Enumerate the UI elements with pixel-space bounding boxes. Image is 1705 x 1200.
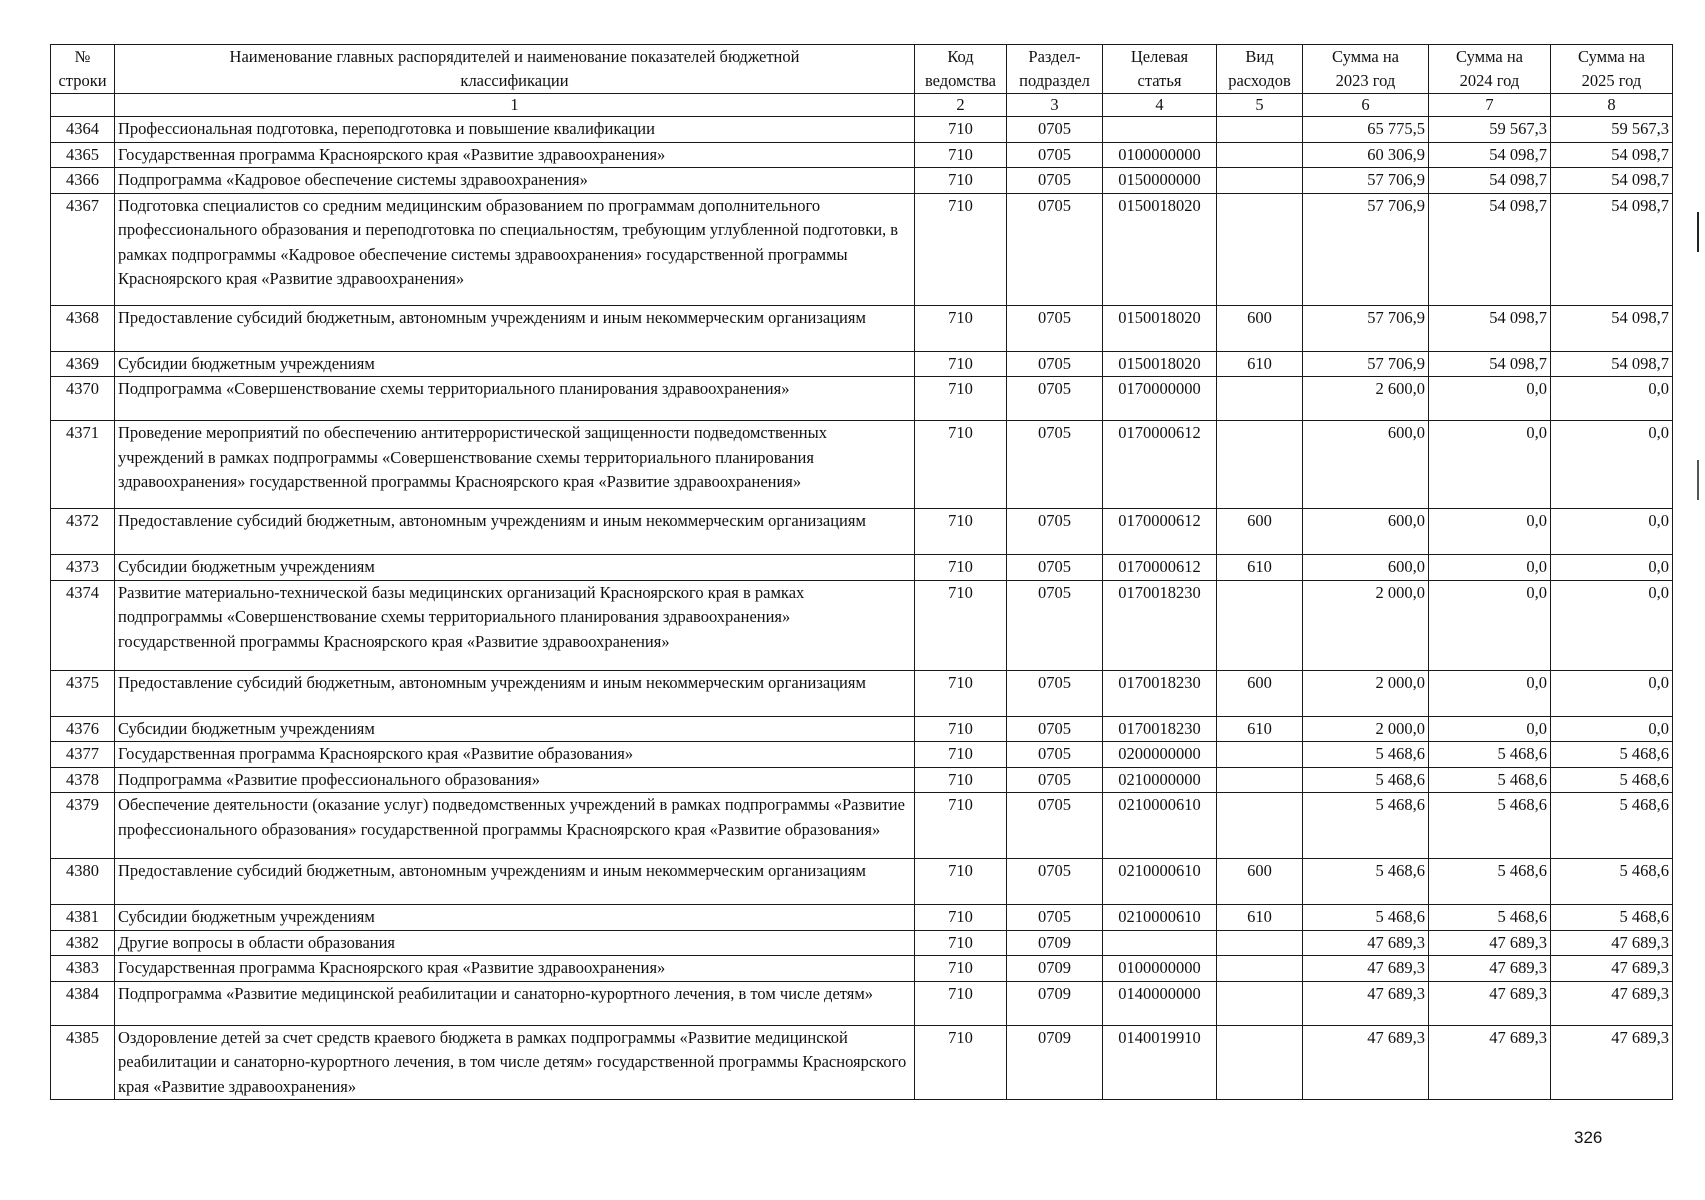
column-number: 1	[115, 94, 915, 117]
sum-2023-cell: 2 000,0	[1303, 716, 1429, 742]
sum-2023-cell: 57 706,9	[1303, 305, 1429, 351]
row-number-cell: 4385	[51, 1025, 115, 1100]
department-code-cell: 710	[915, 142, 1007, 168]
expense-type-cell	[1217, 930, 1303, 956]
target-article-cell: 0150000000	[1103, 168, 1217, 194]
table-row	[51, 555, 1673, 581]
row-name-cell: Проведение мероприятий по обеспечению антитеррористической защищенности подведомственных учреждений в рамках подпрограммы «Совершенствование схемы территориального планирования здравоохранения» государственной программы Красноярского края «Развитие здравоохранения»	[115, 421, 915, 509]
department-code-cell: 710	[915, 555, 1007, 581]
row-number-cell: 4380	[51, 859, 115, 905]
expense-type-cell: 610	[1217, 351, 1303, 377]
section-cell: 0705	[1007, 580, 1103, 670]
row-name-cell: Подготовка специалистов со средним медицинским образованием по программам дополнительного профессионального образования и переподготовка по специальностям, требующим углубленной подготовки, в рамках подпрограммы «Кадровое обеспечение системы здравоохранения» государственной программы Красноярского края «Развитие здравоохранения»	[115, 193, 915, 305]
department-code-cell: 710	[915, 1025, 1007, 1100]
column-number: 2	[915, 94, 1007, 117]
column-number: 7	[1429, 94, 1551, 117]
table-row	[51, 580, 1673, 670]
department-code-cell: 710	[915, 580, 1007, 670]
row-name-cell: Оздоровление детей за счет средств краевого бюджета в рамках подпрограммы «Развитие медицинской реабилитации и санаторно-курортного лечения, в том числе детям» государственной программы Красноярского края «Развитие здравоохранения»	[115, 1025, 915, 1100]
header-name: Наименование главных распорядителей и наименование показателей бюджетной классификации	[115, 45, 915, 94]
target-article-cell: 0210000000	[1103, 767, 1217, 793]
section-cell: 0705	[1007, 305, 1103, 351]
department-code-cell: 710	[915, 168, 1007, 194]
department-code-cell: 710	[915, 193, 1007, 305]
department-code-cell: 710	[915, 930, 1007, 956]
row-number-cell: 4369	[51, 351, 115, 377]
target-article-cell: 0140019910	[1103, 1025, 1217, 1100]
expense-type-cell	[1217, 981, 1303, 1025]
column-number: 3	[1007, 94, 1103, 117]
table-row	[51, 377, 1673, 421]
row-number-cell: 4367	[51, 193, 115, 305]
header-row-number: № строки	[51, 45, 115, 94]
sum-2023-cell: 47 689,3	[1303, 956, 1429, 982]
target-article-cell: 0170000612	[1103, 421, 1217, 509]
expense-type-cell	[1217, 377, 1303, 421]
target-article-cell: 0210000610	[1103, 859, 1217, 905]
header-sum-2023: Сумма на 2023 год	[1303, 45, 1429, 94]
sum-2025-cell: 0,0	[1551, 716, 1673, 742]
row-number-cell: 4382	[51, 930, 115, 956]
section-cell: 0705	[1007, 767, 1103, 793]
sum-2024-cell: 54 098,7	[1429, 142, 1551, 168]
sum-2023-cell: 57 706,9	[1303, 168, 1429, 194]
section-cell: 0705	[1007, 742, 1103, 768]
sum-2025-cell: 54 098,7	[1551, 193, 1673, 305]
department-code-cell: 710	[915, 670, 1007, 716]
table-row	[51, 670, 1673, 716]
header-sum-2025: Сумма на 2025 год	[1551, 45, 1673, 94]
department-code-cell: 710	[915, 905, 1007, 931]
header-expense-type: Вид расходов	[1217, 45, 1303, 94]
table-row	[51, 767, 1673, 793]
row-number-cell: 4364	[51, 117, 115, 143]
department-code-cell: 710	[915, 793, 1007, 859]
department-code-cell: 710	[915, 377, 1007, 421]
table-row	[51, 509, 1673, 555]
sum-2025-cell: 47 689,3	[1551, 930, 1673, 956]
sum-2025-cell: 54 098,7	[1551, 142, 1673, 168]
sum-2025-cell: 47 689,3	[1551, 956, 1673, 982]
section-cell: 0705	[1007, 377, 1103, 421]
target-article-cell	[1103, 117, 1217, 143]
sum-2025-cell: 5 468,6	[1551, 767, 1673, 793]
row-number-cell: 4368	[51, 305, 115, 351]
row-number-cell: 4366	[51, 168, 115, 194]
sum-2024-cell: 59 567,3	[1429, 117, 1551, 143]
department-code-cell: 710	[915, 742, 1007, 768]
row-name-cell: Подпрограмма «Кадровое обеспечение системы здравоохранения»	[115, 168, 915, 194]
header-target-article: Целевая статья	[1103, 45, 1217, 94]
table-header	[51, 45, 1673, 117]
expense-type-cell	[1217, 793, 1303, 859]
sum-2025-cell: 54 098,7	[1551, 168, 1673, 194]
sum-2023-cell: 5 468,6	[1303, 793, 1429, 859]
target-article-cell: 0210000610	[1103, 905, 1217, 931]
table-row	[51, 742, 1673, 768]
page-number: 326	[1574, 1128, 1603, 1147]
target-article-cell: 0100000000	[1103, 142, 1217, 168]
target-article-cell: 0210000610	[1103, 793, 1217, 859]
target-article-cell: 0170000612	[1103, 509, 1217, 555]
sum-2025-cell: 59 567,3	[1551, 117, 1673, 143]
expense-type-cell	[1217, 117, 1303, 143]
sum-2024-cell: 54 098,7	[1429, 193, 1551, 305]
row-name-cell: Другие вопросы в области образования	[115, 930, 915, 956]
sum-2024-cell: 54 098,7	[1429, 305, 1551, 351]
row-name-cell: Государственная программа Красноярского края «Развитие здравоохранения»	[115, 142, 915, 168]
expense-type-cell	[1217, 193, 1303, 305]
sum-2023-cell: 60 306,9	[1303, 142, 1429, 168]
sum-2023-cell: 600,0	[1303, 555, 1429, 581]
sum-2023-cell: 47 689,3	[1303, 981, 1429, 1025]
row-name-cell: Субсидии бюджетным учреждениям	[115, 716, 915, 742]
table-row	[51, 1025, 1673, 1100]
sum-2023-cell: 65 775,5	[1303, 117, 1429, 143]
table-row	[51, 859, 1673, 905]
sum-2025-cell: 0,0	[1551, 670, 1673, 716]
sum-2024-cell: 54 098,7	[1429, 168, 1551, 194]
expense-type-cell: 600	[1217, 670, 1303, 716]
row-name-cell: Государственная программа Красноярского края «Развитие образования»	[115, 742, 915, 768]
table-row	[51, 142, 1673, 168]
sum-2024-cell: 5 468,6	[1429, 905, 1551, 931]
expense-type-cell	[1217, 168, 1303, 194]
section-cell: 0705	[1007, 670, 1103, 716]
expense-type-cell	[1217, 956, 1303, 982]
column-number	[51, 94, 115, 117]
section-cell: 0705	[1007, 905, 1103, 931]
sum-2023-cell: 2 000,0	[1303, 580, 1429, 670]
sum-2025-cell: 0,0	[1551, 421, 1673, 509]
section-cell: 0705	[1007, 793, 1103, 859]
target-article-cell: 0140000000	[1103, 981, 1217, 1025]
sum-2024-cell: 0,0	[1429, 716, 1551, 742]
department-code-cell: 710	[915, 117, 1007, 143]
sum-2025-cell: 0,0	[1551, 555, 1673, 581]
sum-2023-cell: 2 000,0	[1303, 670, 1429, 716]
sum-2023-cell: 47 689,3	[1303, 930, 1429, 956]
expense-type-cell	[1217, 142, 1303, 168]
row-name-cell: Предоставление субсидий бюджетным, автономным учреждениям и иным некоммерческим организациям	[115, 670, 915, 716]
department-code-cell: 710	[915, 716, 1007, 742]
sum-2024-cell: 0,0	[1429, 670, 1551, 716]
table-row	[51, 117, 1673, 143]
sum-2023-cell: 2 600,0	[1303, 377, 1429, 421]
sum-2025-cell: 0,0	[1551, 580, 1673, 670]
row-name-cell: Субсидии бюджетным учреждениям	[115, 555, 915, 581]
row-number-cell: 4381	[51, 905, 115, 931]
header-section: Раздел- подраздел	[1007, 45, 1103, 94]
department-code-cell: 710	[915, 351, 1007, 377]
sum-2024-cell: 0,0	[1429, 580, 1551, 670]
sum-2025-cell: 0,0	[1551, 377, 1673, 421]
target-article-cell: 0170018230	[1103, 580, 1217, 670]
sum-2024-cell: 5 468,6	[1429, 767, 1551, 793]
row-name-cell: Подпрограмма «Развитие профессионального образования»	[115, 767, 915, 793]
row-name-cell: Субсидии бюджетным учреждениям	[115, 905, 915, 931]
department-code-cell: 710	[915, 421, 1007, 509]
sum-2023-cell: 600,0	[1303, 509, 1429, 555]
sum-2024-cell: 54 098,7	[1429, 351, 1551, 377]
target-article-cell: 0150018020	[1103, 305, 1217, 351]
expense-type-cell	[1217, 421, 1303, 509]
sum-2024-cell: 0,0	[1429, 421, 1551, 509]
header-department-code: Код ведомства	[915, 45, 1007, 94]
department-code-cell: 710	[915, 509, 1007, 555]
target-article-cell: 0170018230	[1103, 670, 1217, 716]
sum-2025-cell: 5 468,6	[1551, 793, 1673, 859]
target-article-cell: 0150018020	[1103, 351, 1217, 377]
row-number-cell: 4378	[51, 767, 115, 793]
row-number-cell: 4372	[51, 509, 115, 555]
expense-type-cell: 600	[1217, 859, 1303, 905]
scan-edge-mark	[1697, 212, 1699, 252]
table-row	[51, 716, 1673, 742]
expense-type-cell: 600	[1217, 509, 1303, 555]
section-cell: 0705	[1007, 555, 1103, 581]
column-number: 4	[1103, 94, 1217, 117]
table-row	[51, 351, 1673, 377]
sum-2024-cell: 5 468,6	[1429, 742, 1551, 768]
table-row	[51, 981, 1673, 1025]
sum-2024-cell: 47 689,3	[1429, 981, 1551, 1025]
expense-type-cell: 600	[1217, 305, 1303, 351]
sum-2024-cell: 5 468,6	[1429, 793, 1551, 859]
table-body	[51, 117, 1673, 1100]
expense-type-cell	[1217, 1025, 1303, 1100]
section-cell: 0705	[1007, 168, 1103, 194]
sum-2023-cell: 600,0	[1303, 421, 1429, 509]
table-row	[51, 793, 1673, 859]
section-cell: 0705	[1007, 351, 1103, 377]
sum-2025-cell: 0,0	[1551, 509, 1673, 555]
sum-2025-cell: 54 098,7	[1551, 351, 1673, 377]
section-cell: 0705	[1007, 716, 1103, 742]
row-name-cell: Развитие материально-технической базы медицинских организаций Красноярского края в рамках подпрограммы «Совершенствование схемы территориального планирования здравоохранения» государственной программы Красноярского края «Развитие здравоохранения»	[115, 580, 915, 670]
column-number: 5	[1217, 94, 1303, 117]
sum-2023-cell: 57 706,9	[1303, 351, 1429, 377]
column-number: 6	[1303, 94, 1429, 117]
expense-type-cell: 610	[1217, 555, 1303, 581]
expense-type-cell	[1217, 580, 1303, 670]
sum-2023-cell: 5 468,6	[1303, 905, 1429, 931]
row-name-cell: Предоставление субсидий бюджетным, автономным учреждениям и иным некоммерческим организациям	[115, 859, 915, 905]
row-number-cell: 4365	[51, 142, 115, 168]
sum-2025-cell: 5 468,6	[1551, 905, 1673, 931]
row-name-cell: Предоставление субсидий бюджетным, автономным учреждениям и иным некоммерческим организациям	[115, 509, 915, 555]
target-article-cell: 0170000612	[1103, 555, 1217, 581]
section-cell: 0705	[1007, 509, 1103, 555]
expense-type-cell: 610	[1217, 716, 1303, 742]
expense-type-cell	[1217, 767, 1303, 793]
sum-2024-cell: 0,0	[1429, 555, 1551, 581]
row-name-cell: Предоставление субсидий бюджетным, автономным учреждениям и иным некоммерческим организациям	[115, 305, 915, 351]
scan-edge-mark	[1697, 460, 1699, 500]
sum-2025-cell: 47 689,3	[1551, 1025, 1673, 1100]
sum-2023-cell: 5 468,6	[1303, 859, 1429, 905]
table-row	[51, 956, 1673, 982]
section-cell: 0709	[1007, 981, 1103, 1025]
row-number-cell: 4370	[51, 377, 115, 421]
row-name-cell: Обеспечение деятельности (оказание услуг) подведомственных учреждений в рамках подпрограммы «Развитие профессионального образования» государственной программы Красноярского края «Развитие образования»	[115, 793, 915, 859]
sum-2023-cell: 47 689,3	[1303, 1025, 1429, 1100]
target-article-cell	[1103, 930, 1217, 956]
budget-table	[50, 44, 1673, 1100]
sum-2024-cell: 47 689,3	[1429, 1025, 1551, 1100]
target-article-cell: 0170000000	[1103, 377, 1217, 421]
target-article-cell: 0170018230	[1103, 716, 1217, 742]
budget-sheet	[50, 44, 1673, 1100]
row-number-cell: 4383	[51, 956, 115, 982]
row-name-cell: Субсидии бюджетным учреждениям	[115, 351, 915, 377]
section-cell: 0705	[1007, 421, 1103, 509]
sum-2024-cell: 5 468,6	[1429, 859, 1551, 905]
row-name-cell: Государственная программа Красноярского края «Развитие здравоохранения»	[115, 956, 915, 982]
row-number-cell: 4377	[51, 742, 115, 768]
department-code-cell: 710	[915, 859, 1007, 905]
section-cell: 0705	[1007, 193, 1103, 305]
section-cell: 0709	[1007, 930, 1103, 956]
table-row	[51, 905, 1673, 931]
sum-2025-cell: 54 098,7	[1551, 305, 1673, 351]
sum-2025-cell: 47 689,3	[1551, 981, 1673, 1025]
department-code-cell: 710	[915, 767, 1007, 793]
section-cell: 0705	[1007, 859, 1103, 905]
sum-2024-cell: 0,0	[1429, 377, 1551, 421]
sum-2025-cell: 5 468,6	[1551, 859, 1673, 905]
row-number-cell: 4379	[51, 793, 115, 859]
target-article-cell: 0150018020	[1103, 193, 1217, 305]
table-row	[51, 305, 1673, 351]
table-row	[51, 421, 1673, 509]
section-cell: 0705	[1007, 117, 1103, 143]
row-number-cell: 4371	[51, 421, 115, 509]
sum-2024-cell: 0,0	[1429, 509, 1551, 555]
section-cell: 0709	[1007, 1025, 1103, 1100]
row-name-cell: Подпрограмма «Развитие медицинской реабилитации и санаторно-курортного лечения, в том числе детям»	[115, 981, 915, 1025]
row-name-cell: Профессиональная подготовка, переподготовка и повышение квалификации	[115, 117, 915, 143]
table-row	[51, 930, 1673, 956]
row-number-cell: 4384	[51, 981, 115, 1025]
target-article-cell: 0100000000	[1103, 956, 1217, 982]
column-number: 8	[1551, 94, 1673, 117]
sum-2023-cell: 5 468,6	[1303, 767, 1429, 793]
expense-type-cell: 610	[1217, 905, 1303, 931]
sum-2024-cell: 47 689,3	[1429, 956, 1551, 982]
table-row	[51, 168, 1673, 194]
row-name-cell: Подпрограмма «Совершенствование схемы территориального планирования здравоохранения»	[115, 377, 915, 421]
section-cell: 0705	[1007, 142, 1103, 168]
sum-2025-cell: 5 468,6	[1551, 742, 1673, 768]
expense-type-cell	[1217, 742, 1303, 768]
department-code-cell: 710	[915, 956, 1007, 982]
section-cell: 0709	[1007, 956, 1103, 982]
sum-2023-cell: 57 706,9	[1303, 193, 1429, 305]
row-number-cell: 4375	[51, 670, 115, 716]
sum-2024-cell: 47 689,3	[1429, 930, 1551, 956]
sum-2023-cell: 5 468,6	[1303, 742, 1429, 768]
department-code-cell: 710	[915, 305, 1007, 351]
row-number-cell: 4376	[51, 716, 115, 742]
row-number-cell: 4374	[51, 580, 115, 670]
row-number-cell: 4373	[51, 555, 115, 581]
department-code-cell: 710	[915, 981, 1007, 1025]
target-article-cell: 0200000000	[1103, 742, 1217, 768]
header-sum-2024: Сумма на 2024 год	[1429, 45, 1551, 94]
table-row	[51, 193, 1673, 305]
